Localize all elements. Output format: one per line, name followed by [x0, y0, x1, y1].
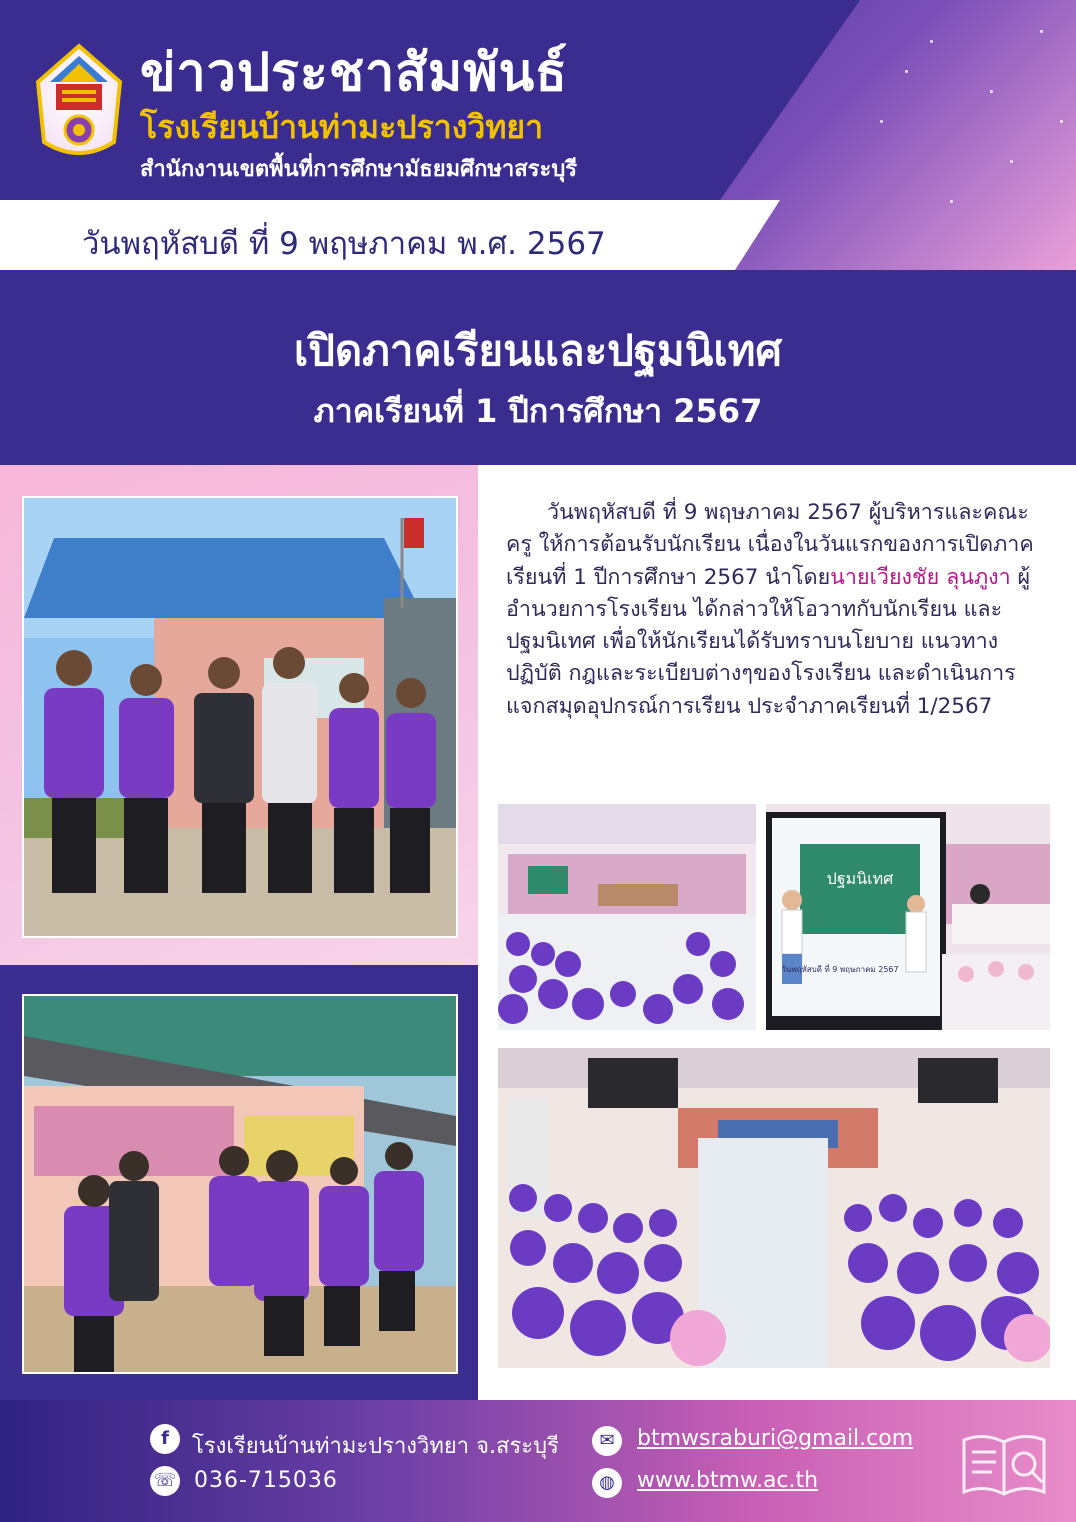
- page-title: ข่าวประชาสัมพันธ์: [140, 43, 568, 103]
- photo-welcome-group: [22, 496, 458, 938]
- photo-orientation-hall: [496, 802, 758, 1032]
- book-icon: [958, 1426, 1050, 1504]
- photo-orientation-screen: [764, 802, 1052, 1032]
- article-body: [506, 497, 1046, 723]
- article-text-intro: วันพฤหัสบดี ที่ 9 พฤษภาคม 2567 ผู้บริหารและคณะครู ให้การต้อนรับนักเรียน เนื่องในวันแรกของการเปิดภาคเรียนที่ 1 ปีการศึกษา 2567 นำโดย: [506, 500, 1034, 590]
- phone-icon: ☏: [150, 1466, 180, 1496]
- website-link[interactable]: www.btmw.ac.th: [637, 1468, 819, 1493]
- article-text-rest: ผู้อำนวยการโรงเรียน ได้กล่าวให้โอวาทกับนักเรียน และปฐมนิเทศ เพื่อให้นักเรียนได้รับทราบนโยบาย แนวทางปฏิบัติ กฎและระเบียบต่างๆของโรงเรียน และดำเนินการแจกสมุดอุปกรณ์การเรียน ประจำภาคเรียนที่ 1/2567: [506, 564, 1031, 719]
- director-name: นายเวียงชัย ลุนภูงา: [830, 564, 1011, 590]
- photo-students-arriving: [22, 994, 458, 1374]
- email-icon: ✉: [592, 1426, 622, 1456]
- facebook-icon: f: [150, 1424, 180, 1454]
- phone-number: 036-715036: [194, 1468, 338, 1493]
- screen-heading: ปฐมนิเทศ: [826, 869, 894, 888]
- photo-assembly: [496, 1046, 1052, 1370]
- facebook-page-link[interactable]: โรงเรียนบ้านท่ามะปรางวิทยา จ.สระบุรี: [192, 1434, 559, 1459]
- subheadline: ภาคเรียนที่ 1 ปีการศึกษา 2567: [313, 392, 763, 430]
- publish-date: วันพฤหัสบดี ที่ 9 พฤษภาคม พ.ศ. 2567: [82, 226, 606, 262]
- email-link[interactable]: btmwsraburi@gmail.com: [637, 1426, 914, 1451]
- screen-date: วันพฤหัสบดี ที่ 9 พฤษภาคม 2567: [781, 965, 899, 974]
- school-logo: [34, 42, 124, 164]
- education-office: สำนักงานเขตพื้นที่การศึกษามัธยมศึกษาสระบุรี: [140, 157, 578, 182]
- headline: เปิดภาคเรียนและปฐมนิเทศ: [293, 326, 783, 375]
- school-name: โรงเรียนบ้านท่ามะปรางวิทยา: [140, 108, 544, 146]
- globe-icon: ◍: [592, 1468, 622, 1498]
